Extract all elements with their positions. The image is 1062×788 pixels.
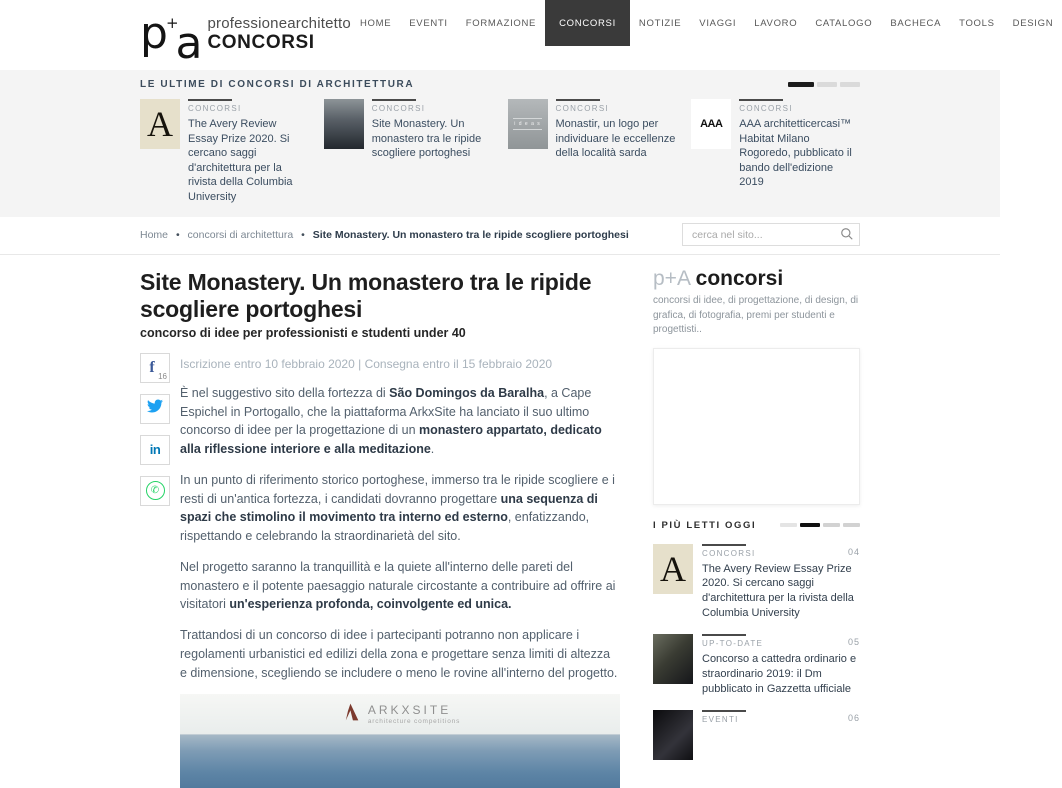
article-subtitle: concorso di idee per professionisti e studenti under 40 bbox=[140, 325, 466, 340]
sea-image-area bbox=[180, 734, 620, 788]
facebook-share-button[interactable] bbox=[140, 353, 170, 383]
ticker-heading: LE ULTIME DI CONCORSI DI ARCHITETTURA bbox=[140, 79, 415, 90]
nav-item-tools[interactable]: TOOLS bbox=[959, 17, 995, 29]
page-title: Site Monastery. Un monastero tra le ripide scogliere portoghesi bbox=[140, 269, 592, 322]
most-read-heading: I PIÙ LETTI OGGI bbox=[653, 519, 757, 531]
nav-item-viaggi[interactable]: VIAGGI bbox=[699, 17, 737, 29]
pager-bar[interactable] bbox=[843, 523, 860, 527]
whatsapp-icon: ✆ bbox=[146, 481, 165, 500]
news-title: Monastir, un logo per individuare le eccellenze della località sarda bbox=[555, 118, 676, 160]
breadcrumb-section[interactable]: concorsi di architettura bbox=[187, 228, 294, 241]
ticker-pagination[interactable] bbox=[788, 82, 860, 87]
nav-item-lavoro[interactable]: LAVORO bbox=[754, 17, 798, 29]
brand-name: professionearchitetto bbox=[207, 15, 351, 32]
news-thumbnail: AAA bbox=[691, 99, 731, 149]
news-category: CONCORSI bbox=[555, 104, 610, 113]
breadcrumb-separator: • bbox=[301, 228, 305, 241]
news-title: Site Monastery. Un monastero tra le ripide scogliere portoghesi bbox=[371, 118, 482, 160]
pager-bar-active[interactable] bbox=[800, 523, 820, 527]
category-rule bbox=[188, 99, 232, 101]
deadline-info: Iscrizione entro 10 febbraio 2020 | Consegna entro il 15 febbraio 2020 bbox=[180, 356, 553, 371]
sidebar-description: concorsi di idee, di progettazione, di design, di grafica, di fotografia, premi per studenti e progettisti.. bbox=[653, 295, 859, 336]
nav-item-design[interactable]: DESIGN bbox=[1012, 17, 1054, 29]
site-search bbox=[682, 223, 860, 246]
breadcrumb bbox=[140, 229, 629, 241]
rank-number: 05 bbox=[847, 636, 860, 647]
breadcrumb-current: Site Monastery. Un monastero tra le ripide scogliere portoghesi bbox=[312, 228, 629, 241]
nav-item-eventi[interactable]: EVENTI bbox=[409, 17, 448, 29]
most-read-item[interactable] bbox=[653, 634, 860, 697]
ticker-item[interactable] bbox=[691, 99, 860, 204]
category-rule bbox=[702, 544, 746, 546]
breadcrumb-bar bbox=[0, 217, 1000, 255]
site-header bbox=[0, 0, 1054, 70]
sidebar-heading: p+A concorsi bbox=[653, 267, 784, 291]
news-category: EVENTI bbox=[702, 714, 739, 724]
news-title: AAA architetticercasi™ Habitat Milano Rogoredo, pubblicato il bando dell'edizione 2019 bbox=[739, 118, 852, 189]
category-rule bbox=[372, 99, 416, 101]
news-title: Concorso a cattedra ordinario e straordinario 2019: il Dm pubblicato in Gazzetta ufficiale bbox=[702, 652, 857, 695]
ticker-item[interactable] bbox=[324, 99, 493, 204]
ticker-item[interactable] bbox=[508, 99, 677, 204]
arkxsite-logo-text: ARKXSITE bbox=[367, 703, 452, 718]
rank-number: 04 bbox=[847, 546, 860, 557]
news-category: CONCORSI bbox=[739, 104, 793, 113]
arkxsite-logo-tagline: architecture competitions bbox=[367, 718, 461, 726]
most-read-pagination[interactable] bbox=[780, 523, 860, 527]
article-paragraph: In un punto di riferimento storico portoghese, immerso tra le ripide scogliere e i resti di un'antica fortezza, i candidati dovranno progettare una sequenza di spazi che stimolino il movimento tra interno ed esterno, enfatizzando, rispettando e celebrando la straordinarietà del sito. bbox=[180, 472, 615, 544]
pager-bar[interactable] bbox=[817, 82, 837, 87]
search-input[interactable] bbox=[682, 223, 860, 246]
news-category: CONCORSI bbox=[188, 104, 242, 113]
ticker-item[interactable] bbox=[140, 99, 309, 204]
rank-number: 06 bbox=[847, 712, 860, 723]
latest-news-strip bbox=[0, 70, 1000, 217]
category-rule bbox=[739, 99, 783, 101]
site-logo[interactable] bbox=[140, 0, 351, 69]
article-hero-image bbox=[180, 694, 620, 788]
category-rule bbox=[702, 710, 746, 712]
nav-item-home[interactable]: HOME bbox=[359, 17, 392, 29]
most-read-item[interactable] bbox=[653, 710, 860, 760]
article-paragraph: Nel progetto saranno la tranquillità e la quiete all'interno delle pareti del monastero e il potente paesaggio naturale circostante a contribuire ad offrire ai visitatori un'esperienza profonda, coinvolgente ed unica. bbox=[180, 559, 616, 612]
search-icon[interactable] bbox=[840, 227, 854, 246]
twitter-icon bbox=[147, 398, 163, 419]
social-share-rail bbox=[140, 353, 172, 788]
news-title: The Avery Review Essay Prize 2020. Si cercano saggi d'architettura per la rivista della Columbia University bbox=[702, 562, 854, 620]
nav-item-concorsi[interactable]: CONCORSI bbox=[545, 0, 630, 46]
pager-bar-active[interactable] bbox=[788, 82, 814, 87]
news-thumbnail: A bbox=[140, 99, 180, 149]
article-paragraph: Trattandosi di un concorso di idee i partecipanti potranno non applicare i regolamenti urbanistici ed edilizi della zona e progettare senza limiti di altezza e dimensione, scegliendo se includere o meno le rovine all'interno del progetto. bbox=[180, 628, 618, 680]
pager-bar[interactable] bbox=[823, 523, 840, 527]
linkedin-share-button[interactable] bbox=[140, 435, 170, 465]
news-thumbnail: A bbox=[653, 544, 693, 594]
nav-item-notizie[interactable]: NOTIZIE bbox=[638, 17, 682, 29]
most-read-item[interactable] bbox=[653, 544, 860, 621]
pager-bar[interactable] bbox=[780, 523, 797, 527]
arkxsite-mark-icon bbox=[340, 702, 360, 727]
facebook-share-count: 16 bbox=[158, 371, 167, 381]
twitter-share-button[interactable] bbox=[140, 394, 170, 424]
sidebar bbox=[653, 255, 860, 788]
pager-bar[interactable] bbox=[840, 82, 860, 87]
news-title: The Avery Review Essay Prize 2020. Si cercano saggi d'architettura per la rivista della Columbia University bbox=[188, 118, 293, 203]
breadcrumb-home[interactable]: Home bbox=[140, 228, 169, 241]
news-category: CONCORSI bbox=[702, 548, 756, 558]
news-thumbnail bbox=[653, 710, 693, 760]
brand-section: CONCORSI bbox=[207, 32, 315, 53]
article-paragraph: È nel suggestivo sito della fortezza di São Domingos da Baralha, a Cape Espichel in Portogallo, che la piattaforma ArkxSite ha lanciato il suo ultimo concorso di idee per la progettazione di un monastero appartato, dedicato alla riflessione interiore e alla meditazione. bbox=[180, 385, 602, 457]
main-nav bbox=[351, 0, 1062, 46]
news-category: UP-TO-DATE bbox=[702, 638, 764, 648]
news-thumbnail bbox=[324, 99, 364, 149]
nav-item-catalogo[interactable]: CATALOGO bbox=[815, 17, 873, 29]
facebook-icon: f bbox=[149, 358, 155, 376]
whatsapp-share-button[interactable] bbox=[140, 476, 170, 506]
news-thumbnail bbox=[653, 634, 693, 684]
nav-item-formazione[interactable]: FORMAZIONE bbox=[465, 17, 537, 29]
news-thumbnail: i d e a s bbox=[508, 99, 548, 149]
linkedin-icon: in bbox=[149, 442, 161, 458]
breadcrumb-separator: • bbox=[175, 228, 180, 241]
category-rule bbox=[556, 99, 600, 101]
category-rule bbox=[702, 634, 746, 636]
ad-placeholder bbox=[653, 348, 860, 505]
news-category: CONCORSI bbox=[371, 104, 426, 113]
pa-monogram-icon: p + a bbox=[140, 8, 203, 69]
nav-item-bacheca[interactable]: BACHECA bbox=[890, 17, 942, 29]
